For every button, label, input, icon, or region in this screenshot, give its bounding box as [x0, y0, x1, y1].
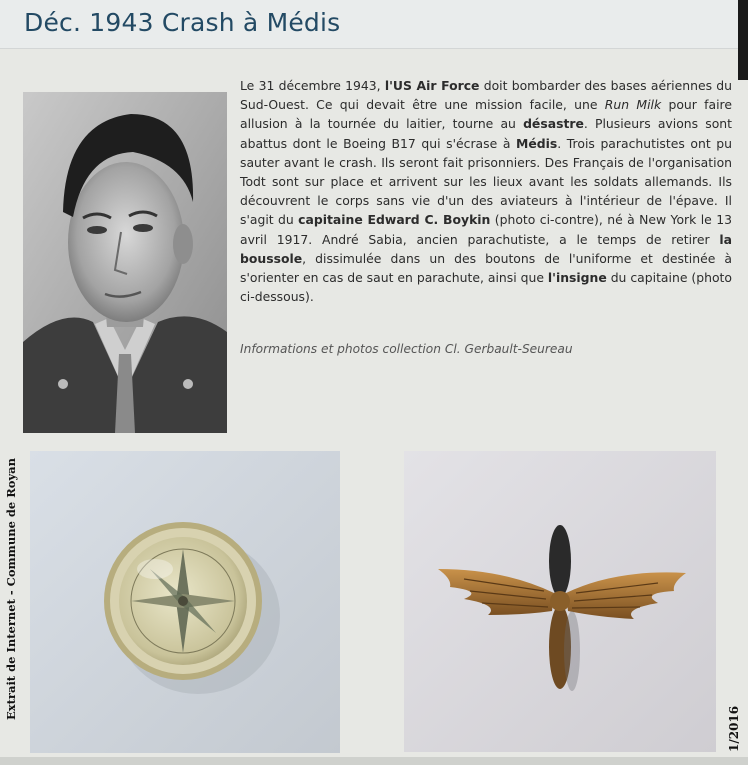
- insignia-photo: [404, 451, 716, 752]
- title-band: [0, 0, 738, 49]
- source-annotation: Extrait de Internet - Commune de Royan: [4, 458, 18, 720]
- article-text-segment: . Plusieurs avions sont abattus dont le Boeing B17 qui s'écrase à: [240, 116, 732, 151]
- article-bold: capitaine Edward C. Boykin: [298, 212, 491, 228]
- article-text-segment: du capitaine (photo ci-dessous).: [240, 270, 732, 305]
- article-bold: l'US Air Force: [384, 78, 480, 93]
- compass-photo: [30, 451, 340, 753]
- window-edge: [738, 0, 748, 80]
- frame-bottom: [0, 757, 748, 765]
- photo-credit: Informations et photos collection Cl. Gerbault-Seureau: [240, 342, 573, 356]
- portrait-photo: [23, 92, 227, 433]
- article-italic: Run Milk: [604, 97, 662, 113]
- page-title: Déc. 1943 Crash à Médis: [24, 8, 341, 37]
- article-bold: Médis: [516, 135, 558, 151]
- article-bold: l'insigne: [547, 270, 607, 286]
- article-text: [240, 76, 732, 306]
- article-bold: désastre: [523, 116, 584, 132]
- article-text-segment: , dissimulée dans un des boutons de l'uniforme et destinée à s'orienter en cas de saut en parachute, ainsi que: [240, 250, 732, 286]
- article-text-segment: . Trois parachutistes ont pu sauter avant le crash. Ils seront fait prisonniers. Des Français de l'organisation Todt sont sur place et arrivent sur les lieux avant les soldats allemands. Ils découvrent le corps sans vie d'un des aviateurs à l'intérieur de l'épave. Il s'agit du: [240, 135, 733, 228]
- article-bold: la boussole: [240, 231, 732, 266]
- date-annotation: 1/2016: [727, 705, 741, 752]
- article-text-segment: (photo ci-contre), né à New York le 13 avril 1917. André Sabia, ancien parachutiste, a le temps de retirer: [240, 212, 732, 247]
- article-text-segment: pour faire allusion à la tournée du laitier, tourne au: [240, 97, 732, 132]
- article-text-segment: doit bombarder des bases aériennes du Sud-Ouest. Ce qui devait être une mission facile, une: [240, 78, 733, 113]
- article-text-segment: Le 31 décembre 1943,: [240, 78, 385, 93]
